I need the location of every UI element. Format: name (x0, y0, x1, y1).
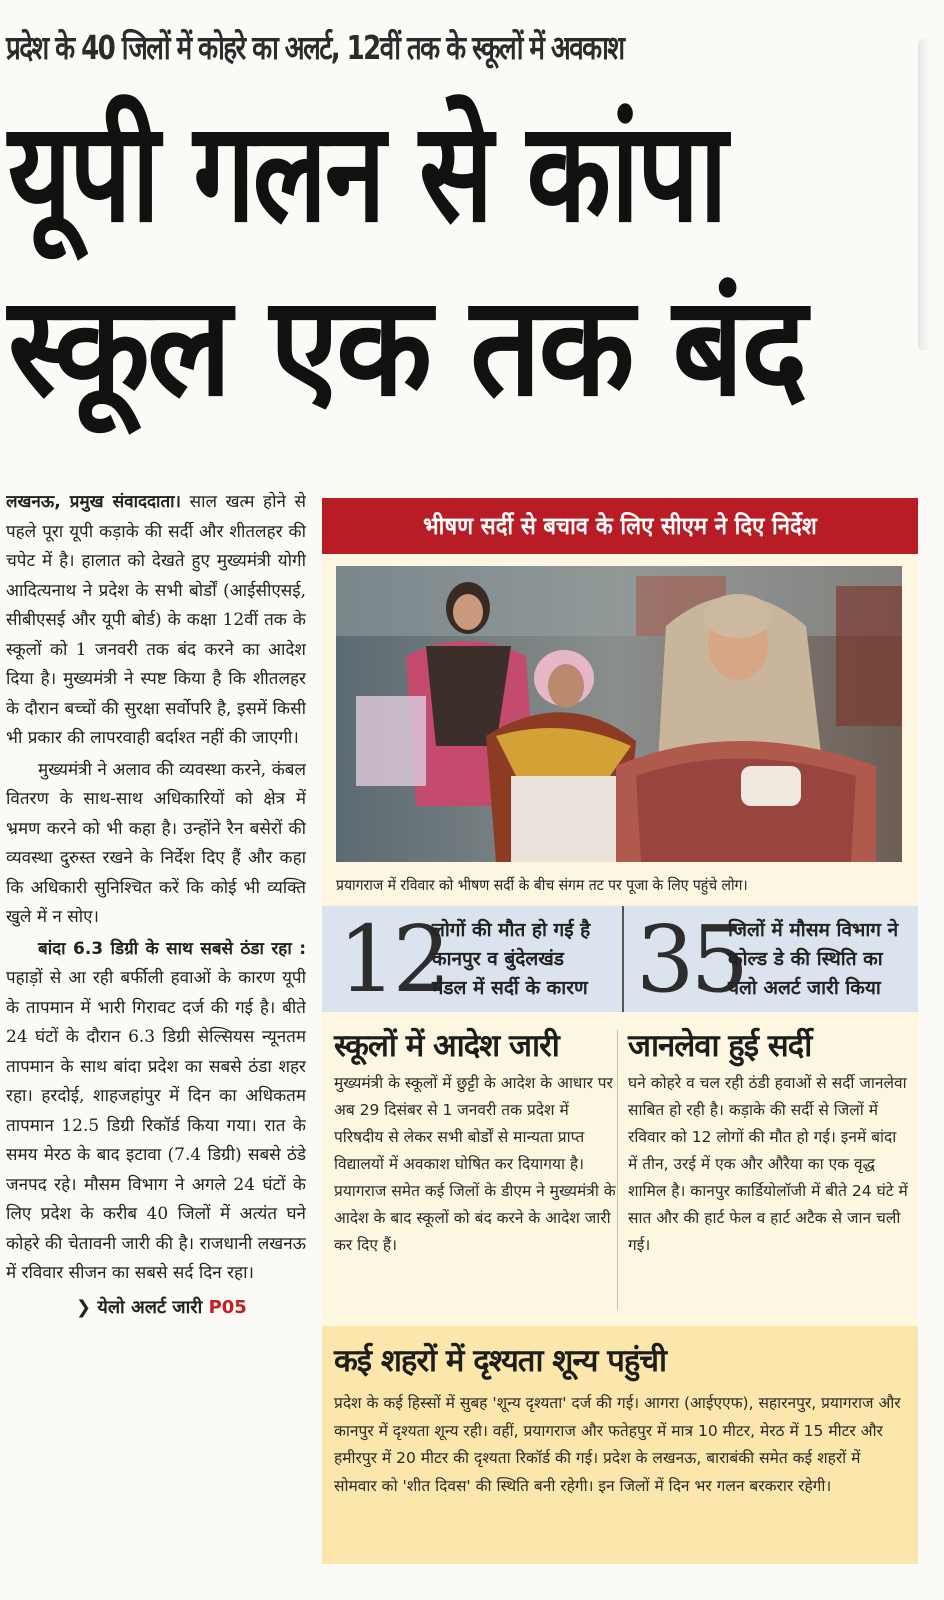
sangam-photo (336, 566, 902, 862)
lead-story (6, 488, 306, 1563)
story-para-2: मुख्यमंत्री ने अलाव की व्यवस्था करने, कंबल वितरण के साथ-साथ अधिकारियों को क्षेत्र में भ्रमण करने को भी कहा है। उन्होंने रैन बसेरों की व्यवस्था दुरुस्त रखने के निर्देश दिए हैं और कहा कि अधिकारी सुनिश्चित करें कि कोई भी व्यक्ति खुले में न सोए। (6, 759, 306, 927)
section-body: घने कोहरे व चल रही ठंडी हवाओं से सर्दी जानलेवा साबित हो रही है। कड़ाके की सर्दी से जिलों में रविवार को 12 लोगों की मौत हो गई। इनमें बांदा में तीन, उरई में एक और औरैया का एक वृद्ध शामिल है। कानपुर कार्डियोलॉजी में बीते 24 घंटे में सात और की हार्ट फेल व हार्ट अटैक से जान चली गई। (628, 1074, 908, 1254)
stat-deaths (322, 906, 620, 1012)
main-headline-line1: यूपी गलन से कांपा (8, 92, 726, 253)
schools-order-section (334, 1022, 622, 1259)
photo-caption (336, 868, 908, 902)
section-title: कई शहरों में दृश्यता शून्य पहुंची (334, 1343, 667, 1379)
stat-number: 35 (636, 906, 746, 1013)
stat-text (432, 916, 590, 1003)
kicker-headline: प्रदेश के 40 जिलों में कोहरे का अलर्ट, 12वीं तक के स्कूलों में अवकाश (6, 28, 624, 67)
ref-page: P05 (208, 1296, 247, 1318)
visibility-section (322, 1326, 918, 1564)
dateline: लखनऊ, प्रमुख संवाददाता। (6, 492, 181, 512)
story-para-1-text: साल खत्म होने से पहले पूरा यूपी कड़ाके की सर्दी और शीतलहर की चपेट में है। हालात को देखते हुए मुख्यमंत्री योगी आदित्यनाथ ने प्रदेश के सभी बोर्डों (आईसीएसई, सीबीएसई और यूपी बोर्ड) के कक्षा 12वीं तक के स्कूलों को 1 जनवरी तक बंद करने का आदेश दिया है। मुख्यमंत्री ने स्पष्ट किया है कि शीतलहर के दौरान बच्चों की सुरक्षा सर्वोपरि है, इसमें किसी भी प्रकार की लापरवाही बर्दाश्त नहीं की जाएगी। (6, 492, 306, 748)
stat-text-line: कोल्ड डे की स्थिति का (728, 948, 883, 970)
page-reference[interactable] (6, 1293, 306, 1323)
stat-number: 12 (338, 906, 448, 1013)
stat-text-line: जिलों में मौसम विभाग ने (728, 919, 899, 941)
section-body: प्रदेश के कई हिस्सों में सुबह 'शून्य दृश्यता' दर्ज की गई। आगरा (आईएएफ), सहारनपुर, प्रयागराज और कानपुर में दृश्यता शून्य रही। वहीं, प्रयागराज और फतेहपुर में मात्र 10 मीटर, मेरठ में 15 मीटर और हमीरपुर में 20 मीटर की दृश्यता रिकॉर्ड की गई। प्रदेश के लखनऊ, बाराबंकी समेत कई शहरों में सोमवार को 'शीत दिवस' की स्थिति बनी रहेगी। इन जिलों में दिन भर गलन बरकरार रहेगी। (334, 1394, 901, 1495)
stat-text-line: यलो अलर्ट जारी किया (728, 977, 881, 999)
banner-text: भीषण सर्दी से बचाव के लिए सीएम ने दिए निर्देश (423, 512, 817, 540)
deadly-cold-section (628, 1022, 910, 1259)
column-divider (617, 1030, 618, 1310)
main-headline-line2: स्कूल एक तक बंद (8, 266, 805, 427)
section-title: जानलेवा हुई सर्दी (628, 1028, 812, 1064)
stat-text-line: लोगों की मौत हो गई है (432, 919, 591, 941)
story-subhead: बांदा 6.3 डिग्री के साथ सबसे ठंडा रहा : (38, 938, 306, 959)
stat-text-line: कानपुर व बुंदेलखंड (432, 948, 564, 970)
story-para-3 (6, 935, 306, 1289)
section-title: स्कूलों में आदेश जारी (334, 1028, 559, 1064)
section-body: मुख्यमंत्री के स्कूलों में छुट्टी के आदेश के आधार पर अब 29 दिसंबर से 1 जनवरी तक प्रदेश में परिषदीय से लेकर सभी बोर्डों से मान्यता प्राप्त विद्यालयों में अवकाश घोषित कर दियागया है। प्रयागराज समेत कई जिलों के डीएम ने मुख्यमंत्री के आदेश के बाद स्कूलों को बंद करने के आदेश जारी कर दिए हैं। (334, 1074, 616, 1254)
arrow-right-icon: ❯ (76, 1296, 92, 1318)
caption-text: प्रयागराज में रविवार को भीषण सर्दी के बीच संगम तट पर पूजा के लिए पहुंचे लोग। (336, 876, 748, 894)
ref-text: येलो अलर्ट जारी (97, 1296, 203, 1318)
cm-directive-banner (322, 498, 918, 554)
stat-text-line: मंडल में सर्दी के कारण (432, 977, 588, 999)
story-para-3-text: पहाड़ों से आ रही बर्फीली हवाओं के कारण यूपी के तापमान में भारी गिरावट दर्ज की गई है। बीते 24 घंटों के दौरान 6.3 डिग्री सेल्सियस न्यूनतम तापमान के साथ बांदा प्रदेश का सबसे ठंडा शहर रहा। हरदोई, शाहजहांपुर में दिन का अधिकतम तापमान 12.5 डिग्री रिकॉर्ड किया गया। रात के समय मेरठ के बाद इटावा (7.4 डिग्री) सबसे ठंडे जनपद रहे। मौसम विभाग ने अगले 24 घंटों के लिए प्रदेश के करीब 40 जिलों में अत्यंत घने कोहरे की चेतावनी जारी की है। राजधानी लखनऊ में रविवार सीजन का सबसे सर्द दिन रहा। (6, 968, 306, 1283)
photo-illustration (336, 566, 902, 862)
stat-districts (622, 906, 918, 1012)
stat-text (728, 916, 898, 1003)
story-para-1 (6, 488, 306, 754)
scrollbar-handle[interactable] (920, 40, 928, 350)
stats-strip (322, 906, 918, 1012)
